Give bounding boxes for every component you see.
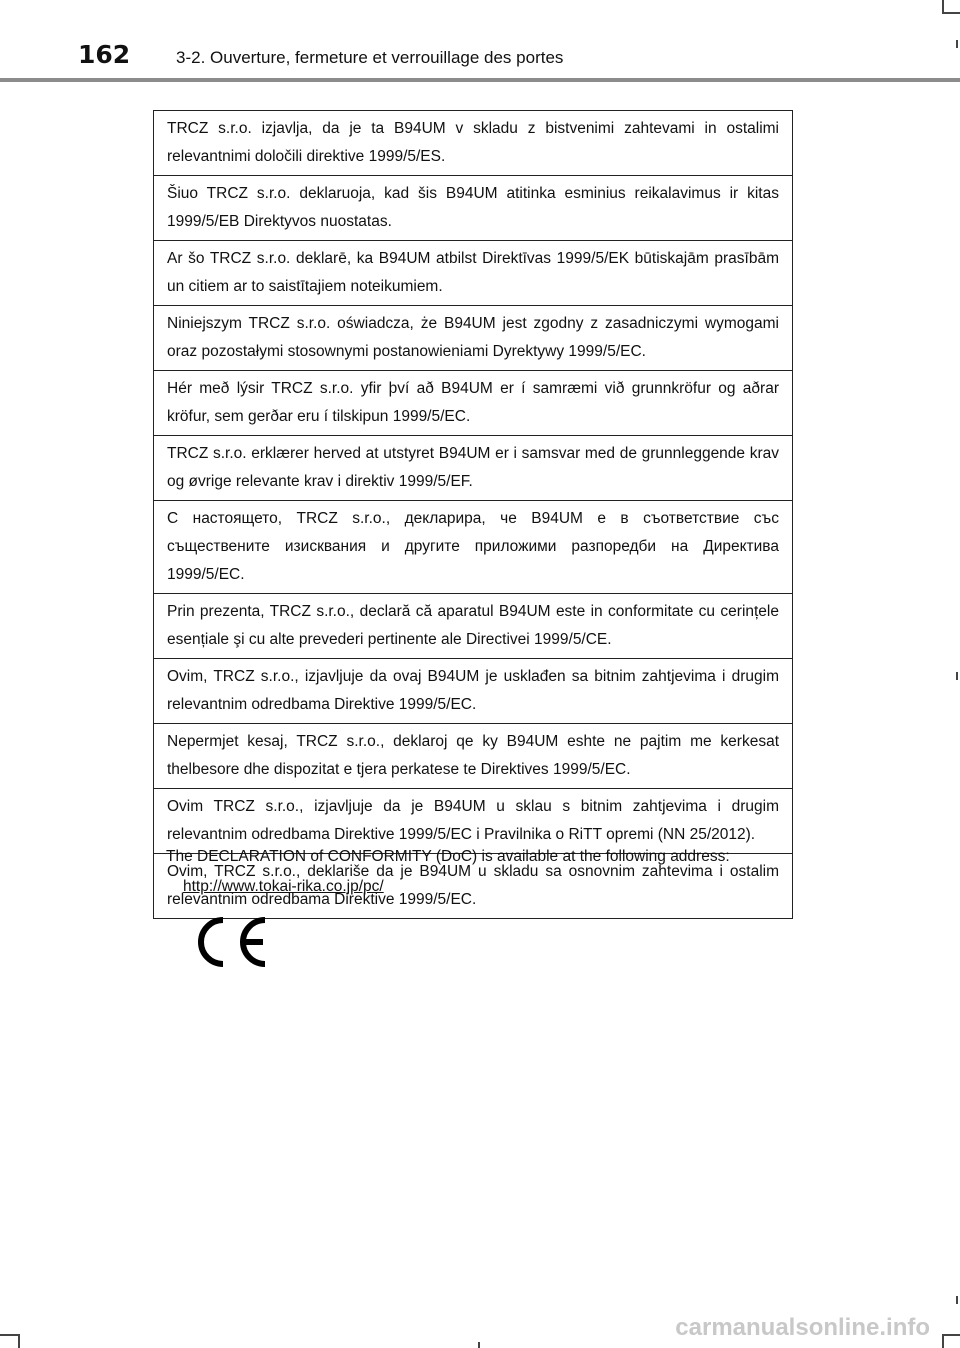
header-divider [0, 78, 960, 82]
declaration-row-albanian: Nepermjet kesaj, TRCZ s.r.o., deklaroj qe ky B94UM eshte ne pajtim me kerkesat thelbesore dhe dispozitat e tjera perkatese te Direktives 1999/5/EC. [154, 723, 792, 788]
declaration-row-bosnian: Ovim, TRCZ s.r.o., izjavljuje da ovaj B94UM je usklađen sa bitnim zahtjevima i drugim relevantnim odredbama Direktive 1999/5/EC. [154, 658, 792, 723]
crop-mark [956, 40, 958, 48]
doc-url-link[interactable]: http://www.tokai-rika.co.jp/pc/ [183, 878, 384, 895]
declaration-row-romanian: Prin prezenta, TRCZ s.r.o., declară că aparatul B94UM este in conformitate cu cerințele esențiale şi cu alte prevederi pertinente ale Directivei 1999/5/CE. [154, 593, 792, 658]
declaration-row-lithuanian: Šiuo TRCZ s.r.o. deklaruoja, kad šis B94UM atitinka esminius reikalavimus ir kitas 1999/5/EB Direktyvos nuostatas. [154, 175, 792, 240]
declaration-row-latvian: Ar šo TRCZ s.r.o. deklarē, ka B94UM atbilst Direktīvas 1999/5/EK būtiskajām prasībām un citiem ar to saistītajiem noteikumiem. [154, 240, 792, 305]
watermark: carmanualsonline.info [675, 1314, 930, 1341]
crop-mark [18, 1334, 20, 1348]
crop-mark [942, 12, 960, 14]
declaration-row-bulgarian: С настоящето, TRCZ s.r.o., декларира, че B94UM е в съответствие със съществените изисквания и другите приложими разпоредби на Директива 1999/5/EC. [154, 500, 792, 593]
crop-mark [942, 1334, 960, 1336]
crop-mark [942, 1334, 944, 1348]
page-header [0, 0, 960, 80]
declaration-row-polish: Niniejszym TRCZ s.r.o. oświadcza, że B94UM jest zgodny z zasadniczymi wymogami oraz pozostałymi stosownymi postanowieniami Dyrektywy 1999/5/EC. [154, 305, 792, 370]
crop-mark [956, 1296, 958, 1304]
declaration-row-serbian: Ovim, TRCZ s.r.o., deklariše da je B94UM u skladu sa osnovnim zahtevima i ostalim relevantnim odredbama Direktive 1999/5/EC. [154, 853, 792, 918]
declaration-row-icelandic: Hér með lýsir TRCZ s.r.o. yfir því að B94UM er í samræmi við grunnkröfur og aðrar kröfur, sem gerðar eru í tilskipun 1999/5/EC. [154, 370, 792, 435]
crop-mark [478, 1342, 480, 1348]
crop-mark [956, 672, 958, 680]
doc-notice-text: The DECLARATION of CONFORMITY (DoC) is available at the following address: [166, 848, 730, 865]
ce-mark-icon [190, 914, 270, 975]
declaration-row-croatian: Ovim TRCZ s.r.o., izjavljuje da je B94UM u sklau s bitnim zahtjevima i drugim relevantnim odredbama Direktive 1999/5/EC i Pravilnika o RiTT opremi (NN 25/2012). [154, 788, 792, 853]
page-number: 162 [78, 40, 131, 69]
declaration-table [153, 110, 793, 919]
crop-mark [0, 1334, 18, 1336]
section-title: 3-2. Ouverture, fermeture et verrouillage des portes [176, 48, 564, 67]
crop-mark [942, 0, 944, 12]
declaration-row-slovenian: TRCZ s.r.o. izjavlja, da je ta B94UM v skladu z bistvenimi zahtevami in ostalimi relevantnimi določili direktive 1999/5/ES. [167, 120, 779, 165]
declaration-row-norwegian: TRCZ s.r.o. erklærer herved at utstyret B94UM er i samsvar med de grunnleggende krav og øvrige relevante krav i direktiv 1999/5/EF. [154, 435, 792, 500]
